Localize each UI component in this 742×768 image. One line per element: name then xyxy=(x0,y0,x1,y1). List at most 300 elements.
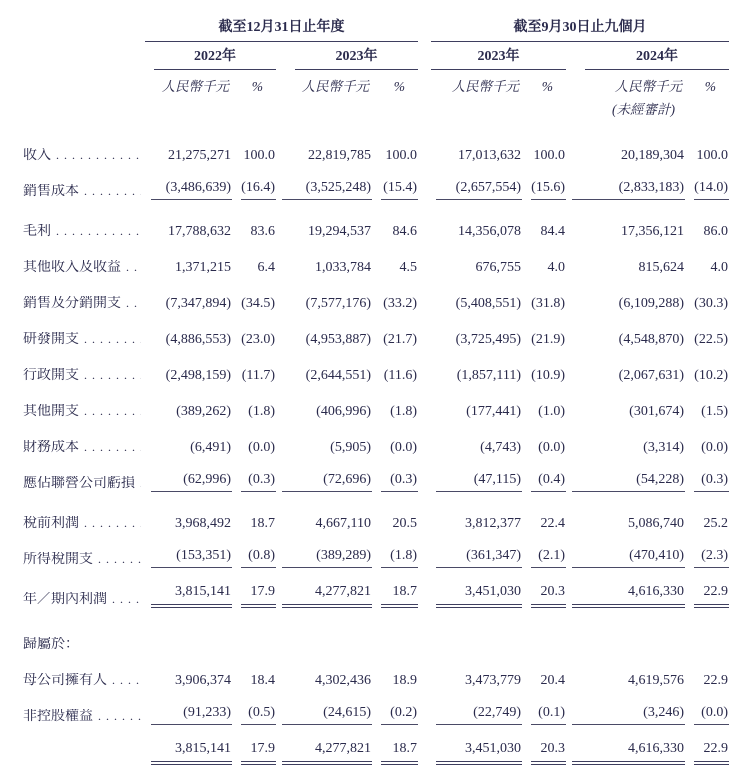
amount-cell xyxy=(566,459,685,495)
row-label-text: 財務成本 xyxy=(23,439,79,455)
percent-cell xyxy=(685,495,729,535)
percent-cell xyxy=(685,243,729,279)
period-group-nine-months xyxy=(418,20,729,42)
percent-cell xyxy=(522,495,566,535)
table-row xyxy=(0,656,729,692)
cell-value: (0.0) xyxy=(701,439,728,455)
percent-cell xyxy=(372,495,418,535)
dot-leader xyxy=(98,709,141,725)
amount-cell xyxy=(418,656,522,692)
percent-cell xyxy=(522,611,566,656)
cell-value: 4,667,110 xyxy=(315,515,371,531)
row-label xyxy=(0,535,145,571)
cell-value: (4,548,870) xyxy=(618,331,684,347)
percent-cell xyxy=(232,315,276,351)
cell-value: (2,067,631) xyxy=(618,367,684,383)
period-group-nine-months-label: 截至9月30日止九個月 xyxy=(431,20,729,42)
cell-value: 3,815,141 xyxy=(151,584,232,608)
cell-value: 4.5 xyxy=(399,259,417,275)
cell-value: 84.4 xyxy=(540,223,565,239)
row-label-text: 年／期內利潤 xyxy=(23,591,107,607)
amount-cell xyxy=(418,243,522,279)
cell-value: (5,408,551) xyxy=(455,295,521,311)
cell-value: 100.0 xyxy=(385,147,417,163)
percent-cell xyxy=(372,167,418,203)
row-label xyxy=(0,315,145,351)
cell-value: (22,749) xyxy=(436,705,522,725)
percent-cell xyxy=(522,167,566,203)
cell-value: 3,815,141 xyxy=(151,741,232,765)
table-row xyxy=(0,203,729,243)
row-label-text: 所得稅開支 xyxy=(23,551,93,567)
cell-value: (0.0) xyxy=(248,439,275,455)
amount-cell xyxy=(418,387,522,423)
cell-value: 3,906,374 xyxy=(175,672,231,688)
amount-cell xyxy=(418,495,522,535)
amount-cell xyxy=(276,118,372,167)
amount-cell xyxy=(145,571,232,611)
row-label xyxy=(0,459,145,495)
unit-label: 人民幣千元 xyxy=(301,79,369,95)
percent-cell xyxy=(685,728,729,768)
percent-cell xyxy=(685,387,729,423)
cell-value: (177,441) xyxy=(466,403,521,419)
cell-value: (34.5) xyxy=(241,295,275,311)
percent-cell xyxy=(685,459,729,495)
table-row xyxy=(0,535,729,571)
spacer-cell xyxy=(0,42,145,70)
percent-cell xyxy=(372,423,418,459)
cell-value: 4.0 xyxy=(710,259,728,275)
cell-value: (62,996) xyxy=(151,472,232,492)
percent-cell xyxy=(232,535,276,571)
cell-value: (1.8) xyxy=(381,548,418,568)
percent-cell xyxy=(372,315,418,351)
percent-cell xyxy=(232,203,276,243)
cell-value: (23.0) xyxy=(241,331,275,347)
row-label-text: 其他收入及收益 xyxy=(23,259,121,275)
cell-value: (4,886,553) xyxy=(165,331,231,347)
cell-value: (4,743) xyxy=(480,439,521,455)
percent-cell xyxy=(232,351,276,387)
cell-value: (7,347,894) xyxy=(165,295,231,311)
cell-value: (0.8) xyxy=(241,548,276,568)
amount-cell xyxy=(276,571,372,611)
dot-leader xyxy=(84,440,141,456)
percent-cell xyxy=(685,656,729,692)
amount-cell xyxy=(276,535,372,571)
cell-value: 676,755 xyxy=(475,259,521,275)
cell-value: (2.1) xyxy=(531,548,566,568)
amount-cell xyxy=(145,351,232,387)
amount-cell xyxy=(566,279,685,315)
cell-value: 18.7 xyxy=(381,741,418,765)
dot-leader xyxy=(112,592,141,608)
cell-value: (0.3) xyxy=(381,472,418,492)
amount-cell xyxy=(566,656,685,692)
amount-cell xyxy=(276,387,372,423)
dot-leader xyxy=(84,516,141,532)
percent-cell xyxy=(232,459,276,495)
spacer-cell xyxy=(0,95,566,118)
cell-value: 3,812,377 xyxy=(465,515,521,531)
row-label-text: 銷售成本 xyxy=(23,183,79,199)
row-label xyxy=(0,656,145,692)
percent-cell xyxy=(372,351,418,387)
percent-cell xyxy=(372,279,418,315)
row-label xyxy=(0,495,145,535)
cell-value: (21.7) xyxy=(383,331,417,347)
cell-value: 20.3 xyxy=(531,741,566,765)
percent-cell xyxy=(372,118,418,167)
cell-value: (10.9) xyxy=(531,367,565,383)
cell-value: 1,371,215 xyxy=(175,259,231,275)
cell-value: 22,819,785 xyxy=(308,147,371,163)
amount-cell xyxy=(145,728,232,768)
percent-cell xyxy=(685,203,729,243)
amount-cell xyxy=(566,611,685,656)
year-column-2023-9m: 2023年 xyxy=(418,42,566,70)
amount-cell xyxy=(145,423,232,459)
cell-value: (4,953,887) xyxy=(305,331,371,347)
cell-value: (389,289) xyxy=(282,548,372,568)
cell-value: (7,577,176) xyxy=(305,295,371,311)
cell-value: 100.0 xyxy=(243,147,275,163)
row-label-text: 稅前利潤 xyxy=(23,515,79,531)
cell-value: 18.4 xyxy=(250,672,275,688)
unit-label: 人民幣千元 xyxy=(161,79,229,95)
year-column-2022: 2022年 xyxy=(145,42,276,70)
percent-cell xyxy=(372,692,418,728)
cell-value: (47,115) xyxy=(436,472,522,492)
cell-value: (5,905) xyxy=(330,439,371,455)
percent-cell xyxy=(522,118,566,167)
percent-cell xyxy=(685,279,729,315)
table-row xyxy=(0,423,729,459)
percent-cell xyxy=(685,571,729,611)
table-row xyxy=(0,167,729,203)
cell-value: (3,246) xyxy=(572,705,685,725)
cell-value: 22.9 xyxy=(703,672,728,688)
table-row xyxy=(0,243,729,279)
percent-cell xyxy=(522,728,566,768)
row-label-text: 收入 xyxy=(23,147,51,163)
amount-cell xyxy=(276,315,372,351)
table-row xyxy=(0,728,729,768)
amount-cell xyxy=(276,495,372,535)
cell-value: (14.0) xyxy=(694,180,729,200)
period-group-annual xyxy=(145,20,418,42)
income-statement-table xyxy=(0,20,729,768)
unit-label: 人民幣千元 xyxy=(451,79,519,95)
percent-cell xyxy=(372,459,418,495)
percent-cell xyxy=(522,203,566,243)
percent-cell xyxy=(232,118,276,167)
cell-value: (31.8) xyxy=(531,295,565,311)
percent-cell xyxy=(522,656,566,692)
amount-cell xyxy=(145,535,232,571)
cell-value: 4,302,436 xyxy=(315,672,371,688)
cell-value: (2,644,551) xyxy=(305,367,371,383)
row-label xyxy=(0,351,145,387)
amount-cell xyxy=(566,118,685,167)
amount-cell xyxy=(145,315,232,351)
amount-cell xyxy=(566,535,685,571)
cell-value: 22.9 xyxy=(694,741,729,765)
cell-value: (21.9) xyxy=(531,331,565,347)
row-label-text: 行政開支 xyxy=(23,367,79,383)
cell-value: (0.0) xyxy=(390,439,417,455)
row-label-text: 歸屬於： xyxy=(23,636,79,652)
cell-value: (361,347) xyxy=(436,548,522,568)
cell-value: (3,314) xyxy=(643,439,684,455)
amount-cell xyxy=(145,656,232,692)
period-group-annual-label: 截至12月31日止年度 xyxy=(145,20,418,42)
cell-value: 22.9 xyxy=(694,584,729,608)
percent-cell xyxy=(372,571,418,611)
row-label-text: 其他開支 xyxy=(23,403,79,419)
percent-cell xyxy=(232,243,276,279)
amount-cell xyxy=(418,351,522,387)
cell-value: 815,624 xyxy=(638,259,684,275)
percent-cell xyxy=(522,243,566,279)
cell-value: 83.6 xyxy=(250,223,275,239)
cell-value: (15.4) xyxy=(381,180,418,200)
cell-value: 6.4 xyxy=(257,259,275,275)
amount-cell xyxy=(418,279,522,315)
percent-cell xyxy=(372,656,418,692)
row-label-text: 銷售及分銷開支 xyxy=(23,295,121,311)
cell-value: 1,033,784 xyxy=(315,259,371,275)
table-row xyxy=(0,279,729,315)
percent-cell xyxy=(372,611,418,656)
row-label-text: 毛利 xyxy=(23,223,51,239)
percent-cell xyxy=(232,423,276,459)
cell-value: (24,615) xyxy=(282,705,372,725)
amount-cell xyxy=(566,728,685,768)
amount-cell xyxy=(145,167,232,203)
percent-cell xyxy=(232,279,276,315)
percent-cell xyxy=(522,459,566,495)
cell-value: 3,968,492 xyxy=(175,515,231,531)
amount-cell xyxy=(145,203,232,243)
cell-value: 20.4 xyxy=(540,672,565,688)
percent-cell xyxy=(522,692,566,728)
cell-value: (1.8) xyxy=(248,403,275,419)
cell-value: (11.7) xyxy=(241,367,275,383)
amount-cell xyxy=(276,167,372,203)
row-label xyxy=(0,118,145,167)
amount-cell xyxy=(566,243,685,279)
spacer-cell xyxy=(0,70,145,95)
amount-cell xyxy=(566,387,685,423)
amount-cell xyxy=(276,243,372,279)
dot-leader xyxy=(84,404,141,420)
cell-value: 84.6 xyxy=(392,223,417,239)
percent-cell xyxy=(522,315,566,351)
cell-value: 22.4 xyxy=(540,515,565,531)
table-row xyxy=(0,611,729,656)
percent-cell xyxy=(685,167,729,203)
percent-cell xyxy=(372,728,418,768)
row-label-text: 應佔聯營公司虧損 xyxy=(23,475,135,491)
percent-label: % xyxy=(393,79,405,95)
percent-cell xyxy=(232,387,276,423)
amount-cell xyxy=(145,118,232,167)
cell-value: 17,356,121 xyxy=(621,223,684,239)
amount-cell xyxy=(276,692,372,728)
cell-value: 5,086,740 xyxy=(628,515,684,531)
dot-leader xyxy=(56,224,141,240)
percent-cell xyxy=(685,118,729,167)
cell-value: (15.6) xyxy=(531,180,566,200)
percent-cell xyxy=(372,243,418,279)
cell-value: (3,725,495) xyxy=(455,331,521,347)
amount-cell xyxy=(566,692,685,728)
amount-cell xyxy=(418,118,522,167)
cell-value: 4.0 xyxy=(547,259,565,275)
amount-cell xyxy=(566,423,685,459)
amount-cell xyxy=(566,315,685,351)
amount-cell xyxy=(418,203,522,243)
unaudited-note: (未經審計) xyxy=(612,102,675,118)
percent-cell xyxy=(522,571,566,611)
cell-value: (1,857,111) xyxy=(456,367,521,383)
row-label xyxy=(0,692,145,728)
cell-value: 4,277,821 xyxy=(282,741,372,765)
percent-cell xyxy=(685,692,729,728)
row-label xyxy=(0,279,145,315)
cell-value: 18.9 xyxy=(392,672,417,688)
row-label-text: 研發開支 xyxy=(23,331,79,347)
cell-value: (3,525,248) xyxy=(282,180,372,200)
dot-leader xyxy=(84,368,141,384)
row-label xyxy=(0,423,145,459)
cell-value: 3,451,030 xyxy=(436,584,522,608)
cell-value: (2,833,183) xyxy=(572,180,685,200)
cell-value: (1.8) xyxy=(390,403,417,419)
cell-value: (0.3) xyxy=(241,472,276,492)
amount-cell xyxy=(276,728,372,768)
cell-value: (6,491) xyxy=(190,439,231,455)
percent-label: % xyxy=(704,79,716,95)
cell-value: (301,674) xyxy=(629,403,684,419)
cell-value: (1.0) xyxy=(538,403,565,419)
percent-label: % xyxy=(541,79,553,95)
cell-value: (72,696) xyxy=(282,472,372,492)
percent-cell xyxy=(522,351,566,387)
cell-value: (389,262) xyxy=(176,403,231,419)
year-header-row xyxy=(0,42,729,70)
row-label xyxy=(0,203,145,243)
amount-cell xyxy=(145,495,232,535)
row-label xyxy=(0,387,145,423)
table-row xyxy=(0,571,729,611)
percent-cell xyxy=(522,279,566,315)
cell-value: (0.0) xyxy=(538,439,565,455)
table-row xyxy=(0,495,729,535)
cell-value: 100.0 xyxy=(696,147,728,163)
cell-value: (33.2) xyxy=(383,295,417,311)
cell-value: (2,498,159) xyxy=(165,367,231,383)
cell-value: (1.5) xyxy=(701,403,728,419)
percent-cell xyxy=(232,611,276,656)
cell-value: (0.4) xyxy=(531,472,566,492)
unaudited-note-row xyxy=(0,95,729,118)
amount-cell xyxy=(418,167,522,203)
row-label xyxy=(0,611,145,656)
amount-cell xyxy=(276,459,372,495)
dot-leader xyxy=(112,673,141,689)
amount-cell xyxy=(276,611,372,656)
percent-cell xyxy=(232,571,276,611)
cell-value: 4,616,330 xyxy=(572,741,685,765)
cell-value: (10.2) xyxy=(694,367,728,383)
cell-value: 4,616,330 xyxy=(572,584,685,608)
row-label xyxy=(0,571,145,611)
percent-cell xyxy=(522,535,566,571)
amount-cell xyxy=(145,243,232,279)
unit-header-row xyxy=(0,70,729,95)
amount-cell xyxy=(276,351,372,387)
cell-value: (3,486,639) xyxy=(151,180,232,200)
row-label xyxy=(0,167,145,203)
percent-cell xyxy=(232,495,276,535)
amount-cell xyxy=(418,611,522,656)
amount-cell xyxy=(145,459,232,495)
amount-cell xyxy=(566,351,685,387)
amount-cell xyxy=(566,495,685,535)
cell-value: 18.7 xyxy=(250,515,275,531)
dot-leader xyxy=(56,148,141,164)
cell-value: 14,356,078 xyxy=(458,223,521,239)
unit-label: 人民幣千元 xyxy=(614,79,682,95)
dot-leader xyxy=(140,476,141,492)
cell-value: (16.4) xyxy=(241,180,276,200)
percent-cell xyxy=(522,423,566,459)
percent-cell xyxy=(232,692,276,728)
period-group-header-row xyxy=(0,20,729,42)
cell-value: (0.1) xyxy=(531,705,566,725)
dot-leader xyxy=(98,552,141,568)
cell-value: (91,233) xyxy=(151,705,232,725)
cell-value: 20,189,304 xyxy=(621,147,684,163)
amount-cell xyxy=(418,728,522,768)
amount-cell xyxy=(566,571,685,611)
cell-value: (153,351) xyxy=(151,548,232,568)
dot-leader xyxy=(84,332,141,348)
row-label-text: 非控股權益 xyxy=(23,708,93,724)
amount-cell xyxy=(145,692,232,728)
amount-cell xyxy=(276,279,372,315)
row-label xyxy=(0,728,145,768)
cell-value: 17,013,632 xyxy=(458,147,521,163)
amount-cell xyxy=(276,203,372,243)
cell-value: (54,228) xyxy=(572,472,685,492)
cell-value: (0.0) xyxy=(694,705,729,725)
row-label xyxy=(0,243,145,279)
percent-cell xyxy=(522,387,566,423)
amount-cell xyxy=(418,692,522,728)
cell-value: (470,410) xyxy=(572,548,685,568)
percent-cell xyxy=(372,387,418,423)
amount-cell xyxy=(276,423,372,459)
cell-value: 100.0 xyxy=(533,147,565,163)
percent-cell xyxy=(232,167,276,203)
amount-cell xyxy=(418,315,522,351)
amount-cell xyxy=(145,279,232,315)
percent-cell xyxy=(685,351,729,387)
